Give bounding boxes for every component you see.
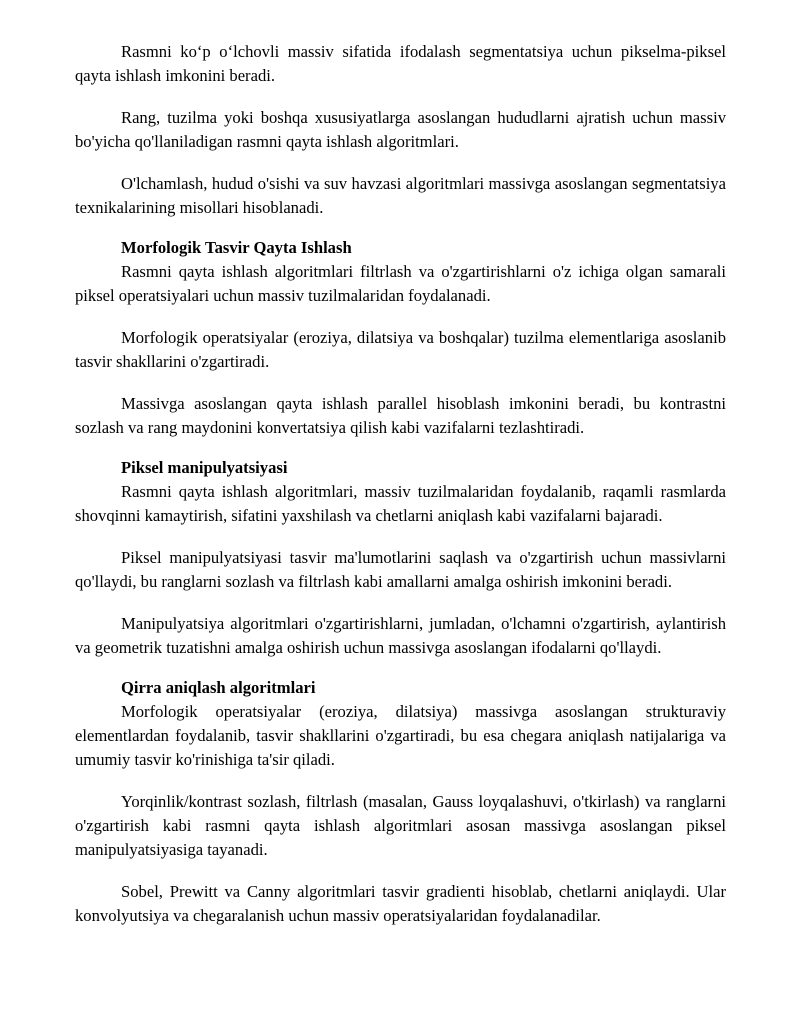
paragraph: Sobel, Prewitt va Canny algoritmlari tasvir gradienti hisoblab, chetlarni aniqlaydi. Ular konvolyutsiya va chegaralanish uchun massiv operatsiyalaridan foydalanadilar. [75, 882, 726, 925]
paragraph: Yorqinlik/kontrast sozlash, filtrlash (masalan, Gauss loyqalashuvi, o'tkirlash) va ranglarni o'zgartirish kabi rasmni qayta ishlash algoritmlari asosan massivga asoslangan piksel manipulyatsiyasiga tayanadi. [75, 792, 726, 859]
document-page [75, 40, 726, 928]
paragraph: Rang, tuzilma yoki boshqa xususiyatlarga asoslangan hududlarni ajratish uchun massiv bo'yicha qo'llaniladigan rasmni qayta ishlash algoritmlari. [75, 108, 726, 151]
paragraph: Rasmni qayta ishlash algoritmlari filtrlash va o'zgartirishlarni o'z ichiga olgan samarali piksel operatsiyalari uchun massiv tuzilmalaridan foydalanadi. [75, 262, 726, 305]
paragraph: Piksel manipulyatsiyasi tasvir ma'lumotlarini saqlash va o'zgartirish uchun massivlarni qo'llaydi, bu ranglarni sozlash va filtrlash kabi amallarni amalga oshirish imkonini beradi. [75, 548, 726, 591]
paragraph: Morfologik operatsiyalar (eroziya, dilatsiya) massivga asoslangan strukturaviy elementlardan foydalanib, tasvir shakllarini o'zgartiradi, bu esa chegara aniqlash natijalariga va umumiy tasvir ko'rinishiga ta'sir qiladi. [75, 702, 726, 769]
paragraph: Manipulyatsiya algoritmlari o'zgartirishlarni, jumladan, o'lchamni o'zgartirish, aylantirish va geometrik tuzatishni amalga oshirish uchun massivga asoslangan ifodalarni qo'llaydi. [75, 614, 726, 657]
paragraph: O'lchamlash, hudud o'sishi va suv havzasi algoritmlari massivga asoslangan segmentatsiya texnikalarining misollari hisoblanadi. [75, 174, 726, 217]
paragraph: Morfologik operatsiyalar (eroziya, dilatsiya va boshqalar) tuzilma elementlariga asoslanib tasvir shakllarini o'zgartiradi. [75, 328, 726, 371]
section-heading: Piksel manipulyatsiyasi [121, 458, 288, 477]
section-heading: Qirra aniqlash algoritmlari [121, 678, 316, 697]
section-heading: Morfologik Tasvir Qayta Ishlash [121, 238, 352, 257]
paragraph: Rasmni koʻp oʻlchovli massiv sifatida ifodalash segmentatsiya uchun pikselma-piksel qayta ishlash imkonini beradi. [75, 42, 726, 85]
paragraph: Massivga asoslangan qayta ishlash parallel hisoblash imkonini beradi, bu kontrastni sozlash va rang maydonini konvertatsiya qilish kabi vazifalarni tezlashtiradi. [75, 394, 726, 437]
paragraph: Rasmni qayta ishlash algoritmlari, massiv tuzilmalaridan foydalanib, raqamli rasmlarda shovqinni kamaytirish, sifatini yaxshilash va chetlarni aniqlash kabi vazifalarni bajaradi. [75, 482, 726, 525]
